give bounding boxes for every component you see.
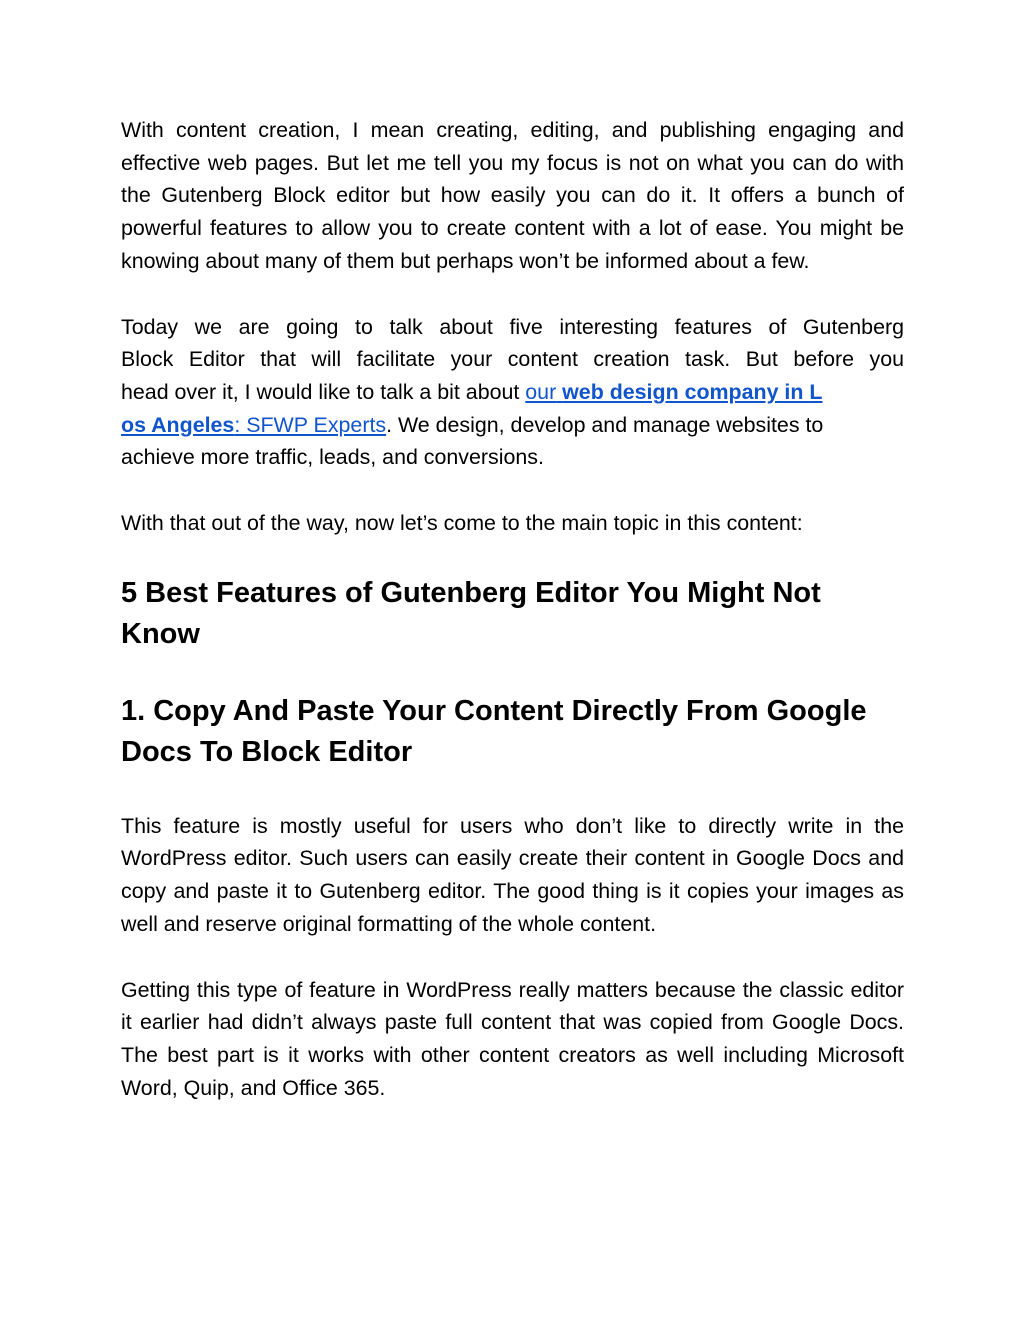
link-sfwp-experts[interactable]: : SFWP Experts (234, 412, 387, 437)
link-los-angeles[interactable]: os Angeles (121, 412, 235, 437)
paragraph-today-line-4 (121, 409, 904, 442)
heading-best-features-line-2: Know (121, 617, 200, 650)
link-letter-l[interactable]: L (809, 379, 823, 404)
paragraph-intro: With content creation, I mean creating, editing, and publishing engaging and effective web pages. But let me tell you my focus is not on what you can do with the Gutenberg Block editor but how easily you can do it. It offers a bunch of powerful features to allow you to create content with a lot of ease. You might be knowing about many of them but perhaps won’t be informed about a few. (121, 118, 904, 273)
link-our[interactable]: our (525, 379, 557, 404)
paragraph-today (121, 311, 904, 475)
paragraph-today-line-2: Block Editor that will facilitate your content creation task. But before you (121, 347, 904, 372)
paragraph-today-line-3 (121, 376, 904, 409)
heading-best-features (121, 573, 904, 655)
paragraph-transition: With that out of the way, now let’s come to the main topic in this content: (121, 511, 803, 536)
heading-copy-paste-line-2: Docs To Block Editor (121, 735, 413, 768)
line-4-text: . We design, develop and manage websites to (386, 412, 824, 437)
heading-best-features-line-1: 5 Best Features of Gutenberg Editor You Might Not (121, 576, 821, 609)
link-web-design-company[interactable]: web design company in (562, 379, 810, 404)
heading-copy-paste (121, 691, 904, 773)
paragraph-feature-description: This feature is mostly useful for users who don’t like to directly write in the WordPress editor. Such users can easily create their content in Google Docs and copy and paste it to Gutenberg editor. The good thing is it copies your images as well and reserve original formatting of the whole content. (121, 813, 904, 936)
paragraph-today-line-1: Today we are going to talk about five interesting features of Gutenberg (121, 314, 904, 339)
paragraph-feature-importance: Getting this type of feature in WordPress really matters because the classic editor it earlier had didn’t always paste full content that was copied from Google Docs. The best part is it works with other content creators as well including Microsoft Word, Quip, and Office 365. (121, 977, 904, 1100)
heading-copy-paste-line-1: 1. Copy And Paste Your Content Directly From Google (121, 694, 867, 727)
paragraph-today-line-5: achieve more traffic, leads, and conversions. (121, 445, 544, 470)
line-3-text: head over it, I would like to talk a bit about (121, 379, 526, 404)
document-page (121, 114, 904, 1104)
